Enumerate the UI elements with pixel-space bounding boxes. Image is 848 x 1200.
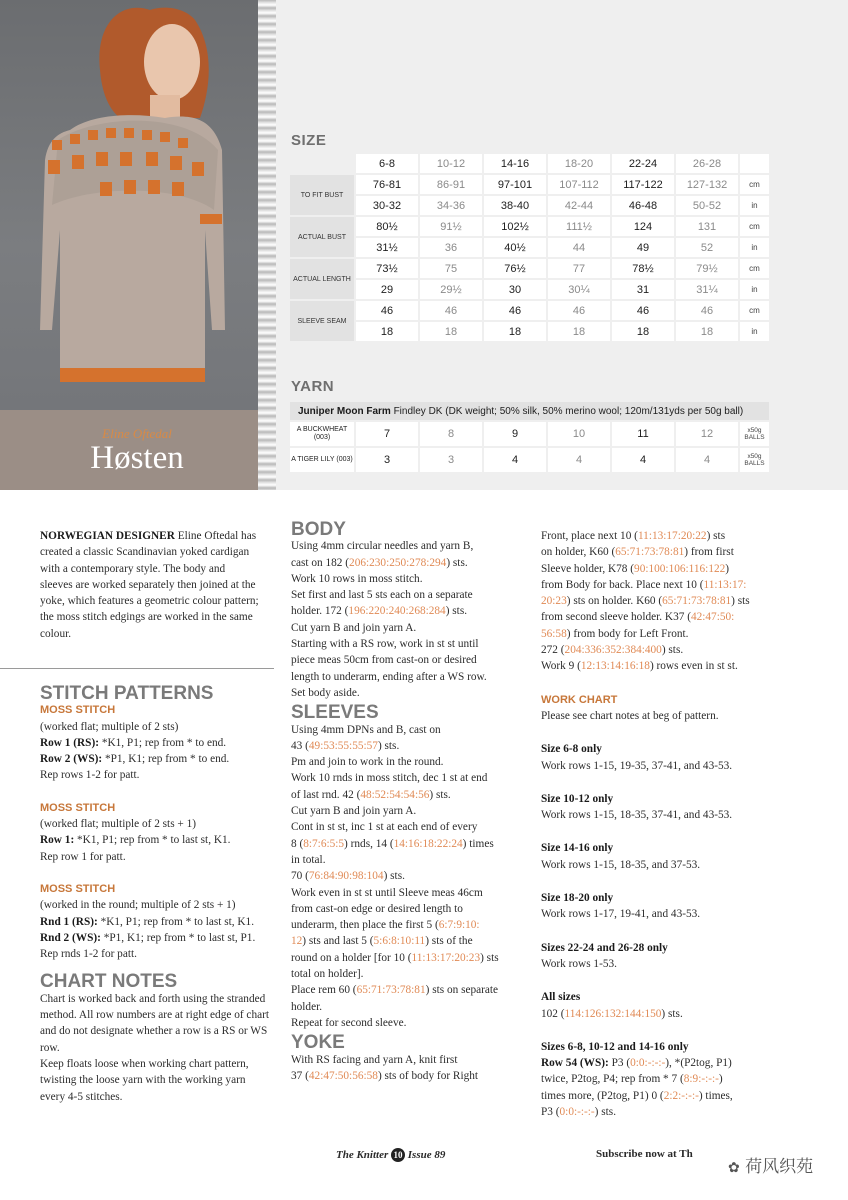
unit-cell: cm [740,175,769,194]
value-cell: 31 [612,280,674,299]
row-label: ACTUAL BUST [290,217,354,257]
table-row [290,322,769,341]
value-cell: 18 [356,322,418,341]
unit-cell: x50g BALLS [740,448,769,472]
repeat-note: Rep rows 1-2 for patt. [40,769,140,782]
size-subheading: Size 10-12 only [541,792,614,805]
value-cell: 4 [484,448,546,472]
size-cell: 26-28 [676,154,738,173]
value-cell: 46-48 [612,196,674,215]
value-cell: 30-32 [356,196,418,215]
yarn-heading: YARN [291,378,335,395]
value-cell: 75 [420,259,482,278]
value-cell: 30 [484,280,546,299]
value-cell: 91½ [420,217,482,236]
value-cell: 49 [612,238,674,257]
intro-lead: NORWEGIAN DESIGNER [40,530,175,542]
subscribe-footer: Subscribe now at Th [596,1148,693,1160]
value-cell: 3 [420,448,482,472]
unit-cell: cm [740,259,769,278]
table-row [290,448,769,472]
yarn-spec: Findley DK (DK weight; 50% silk, 50% merino wool; 120m/131yds per 50g ball) [390,405,744,417]
value-cell: 73½ [356,259,418,278]
sleeves-heading: SLEEVES [291,702,379,724]
unit-cell: in [740,196,769,215]
value-cell: 44 [548,238,610,257]
value-cell: 30¼ [548,280,610,299]
size-header-row [290,154,769,173]
size-subheading: Size 6-8 only [541,743,602,756]
size-subheading: Size 14-16 only [541,842,614,855]
body-section: BODY Using 4mm circular needles and yarn B, cast on 182 (206:230:250:278:294) sts. Work 10 rows in moss stitch. Set first and last 5 sts each on a separate holder. 172 (196:220:240:268:284) sts. Cut yarn B and join yarn A. Starting with a RS row, work in st st until piece meas 50cm from cast-on or desired length to underarm, ending after a WS row. Set body aside. SLEEVES Using 4mm DPNs and B, cast on 43 (49:53:55:55:57) sts. Pm and join to work in the round. Work 10 rnds in moss stitch, dec 1 st at end of last rnd. 42 (48:52:54:54:56) sts. Cut yarn B and join yarn A. Cont in st st, inc 1 st at each end of every 8 (8:7:6:5:5) rnds, 14 (14:16:18:22:24) times in total. 70 (76:84:90:98:104) sts. Work even in st st until Sleeve meas 46cm from cast-on edge or desired length to underarm, then place the first 5 (6:7:9:10: 12) sts and last 5 (5:6:8:10:11) sts of the round on a holder [for 10 (11:13:17:20:23) sts total on holder]. Place rem 60 (65:71:73:78:81) sts on separate holder. Repeat for second sleeve. YOKE With RS facing and yarn A, knit first 37 (42:47:50:56:58) sts of body for Right [291,522,531,1084]
value-cell: 8 [420,422,482,446]
value-cell: 78½ [612,259,674,278]
moss-stitch-title: MOSS STITCH [40,704,116,717]
value-cell: 50-52 [676,196,738,215]
value-cell: 12 [676,422,738,446]
size-subheading: Sizes 6-8, 10-12 and 14-16 only [541,1040,689,1053]
value-cell: 117-122 [612,175,674,194]
pattern-note: (worked in the round; multiple of 2 sts + 1) [40,899,236,912]
table-row [290,217,769,236]
value-cell: 76-81 [356,175,418,194]
value-cell: 77 [548,259,610,278]
row-instruction: Row 1: *K1, P1; rep from * to last st, K1. [40,834,231,847]
value-cell: 4 [676,448,738,472]
value-cell: 46 [612,301,674,320]
table-row [290,196,769,215]
value-cell: 131 [676,217,738,236]
value-cell: 29 [356,280,418,299]
value-cell: 102½ [484,217,546,236]
value-cell: 31¼ [676,280,738,299]
value-cell: 34-36 [420,196,482,215]
row-label: ACTUAL LENGTH [290,259,354,299]
unit-cell: in [740,280,769,299]
value-cell: 31½ [356,238,418,257]
value-cell: 76½ [484,259,546,278]
value-cell: 40½ [484,238,546,257]
unit-cell: in [740,238,769,257]
size-cell: 6-8 [356,154,418,173]
pattern-note: (worked flat; multiple of 2 sts) [40,720,179,733]
value-cell: 79½ [676,259,738,278]
table-row [290,280,769,299]
size-subheading: Sizes 22-24 and 26-28 only [541,941,668,954]
row-instruction: Row 1 (RS): *K1, P1; rep from * to end. [40,736,227,749]
value-cell: 9 [484,422,546,446]
magazine-footer: The Knitter 10 Issue 89 [336,1149,446,1161]
size-heading: SIZE [291,132,327,149]
value-cell: 111½ [548,217,610,236]
intro-text: Eline Oftedal has created a classic Scandinavian yoked cardigan with a contemporary style. The body and sleeves are worked separately then joined at the yoke, which features a geometric colour pattern; the moss stitch edgings are worked in the same colour. [40,530,259,640]
value-cell: 7 [356,422,418,446]
chart-notes-paragraph: Keep floats loose when working chart pattern, twisting the loose yarn with the working yarn every 4-5 stitches. [40,1057,249,1103]
value-cell: 29½ [420,280,482,299]
size-cell: 18-20 [548,154,610,173]
size-cell: 10-12 [420,154,482,173]
value-cell: 46 [676,301,738,320]
repeat-note: Rep rnds 1-2 for patt. [40,948,137,961]
yarn-brand: Juniper Moon Farm [298,405,391,417]
row-instruction: Rnd 2 (WS): *P1, K1; rep from * to last st, P1. [40,931,256,944]
value-cell: 4 [612,448,674,472]
value-cell: 18 [484,322,546,341]
value-cell: 86-91 [420,175,482,194]
model-illustration [0,0,274,410]
designer-name: Eline Oftedal [102,426,172,441]
value-cell: 124 [612,217,674,236]
body-heading: BODY [291,519,346,540]
size-table [288,152,771,343]
table-row [290,422,769,446]
yarn-table [288,400,771,474]
value-cell: 18 [612,322,674,341]
value-cell: 97-101 [484,175,546,194]
spiral-binding [258,0,276,490]
value-cell: 46 [356,301,418,320]
size-cell: 22-24 [612,154,674,173]
yarn-header-row [290,402,769,420]
unit-cell: cm [740,301,769,320]
stitch-patterns-section [40,683,272,1105]
size-cell: 14-16 [484,154,546,173]
watermark: ✿ 荷风织苑 [728,1157,814,1177]
table-row [290,259,769,278]
unit-cell: in [740,322,769,341]
pattern-note: (worked flat; multiple of 2 sts + 1) [40,818,197,831]
chart-notes-heading: CHART NOTES [40,971,178,993]
row-instruction: Row 2 (WS): *P1, K1; rep from * to end. [40,753,230,766]
value-cell: 18 [676,322,738,341]
value-cell: 46 [548,301,610,320]
size-subheading: Size 18-20 only [541,892,614,905]
chart-notes-paragraph: Chart is worked back and forth using the stranded method. All row numbers are at right edge of chart and do not designate whether a row is a RS or WS row. [40,992,270,1054]
value-cell: 38-40 [484,196,546,215]
value-cell: 46 [420,301,482,320]
yarn-colour-label: A TIGER LILY (003) [290,448,354,472]
section-divider [0,668,274,669]
value-cell: 127-132 [676,175,738,194]
repeat-note: Rep row 1 for patt. [40,850,126,863]
row-instruction: Rnd 1 (RS): *K1, P1; rep from * to last st, K1. [40,915,255,928]
yoke-continued-section: Front, place next 10 (11:13:17:20:22) sts on holder, K60 (65:71:73:78:81) from first Sleeve holder, K78 (90:100:106:116:122) from Body for back. Place next 10 (11:13:17: 20:23) sts on holder. K60 (65:71:73:78:81) sts from second sleeve holder. K37 (42:47:50: 56:58) from body for Left Front. 272 (204:336:352:384:400) sts. Work 9 (12:13:14:16:18) rows even in st st. WORK CHART Please see chart notes at beg of pattern. Size 6-8 only Work rows 1-15, 19-35, 37-41, and 43-53. Size 10-12 only Work rows 1-15, 18-35, 37-41, and 43-53. Size 14-16 only Work rows 1-15, 18-35, and 37-53. Size 18-20 only Work rows 1-17, 19-41, and 43-53. Sizes 22-24 and 26-28 only Work rows 1-53. All sizes 102 (114:126:132:144:150) sts. Sizes 6-8, 10-12 and 14-16 only Row 54 (WS): P3 (0:0:-:-:-), *(P2tog, P1) twice, P2tog, P4; rep from * 7 (8:9:-:-:-) times more, (P2tog, P1) 0 (2:2:-:-:-) times, P3 (0:0:-:-:-) sts. [541,528,841,1120]
wechat-icon: ✿ [728,1160,740,1176]
row-label: SLEEVE SEAM [290,301,354,341]
value-cell: 10 [548,422,610,446]
value-cell: 4 [548,448,610,472]
table-row [290,301,769,320]
value-cell: 18 [548,322,610,341]
yarn-colour-label: A BUCKWHEAT (003) [290,422,354,446]
value-cell: 80½ [356,217,418,236]
value-cell: 42-44 [548,196,610,215]
row-label: TO FIT BUST [290,175,354,215]
pattern-title: Høsten [90,440,184,476]
stitch-patterns-heading: STITCH PATTERNS [40,683,214,704]
moss-stitch-title: MOSS STITCH [40,801,116,814]
value-cell: 52 [676,238,738,257]
intro-paragraph [40,528,260,642]
value-cell: 3 [356,448,418,472]
size-subheading: All sizes [541,991,581,1004]
table-row [290,238,769,257]
value-cell: 36 [420,238,482,257]
yoke-heading: YOKE [291,1032,345,1054]
table-row [290,175,769,194]
value-cell: 46 [484,301,546,320]
yarn-description [290,402,769,420]
unit-cell: x50g BALLS [740,422,769,446]
unit-cell: cm [740,217,769,236]
moss-stitch-title: MOSS STITCH [40,882,116,895]
cover-photo [0,0,274,410]
value-cell: 107-112 [548,175,610,194]
page-number-badge: 10 [391,1148,405,1162]
work-chart-heading: WORK CHART [541,693,618,706]
value-cell: 18 [420,322,482,341]
value-cell: 11 [612,422,674,446]
